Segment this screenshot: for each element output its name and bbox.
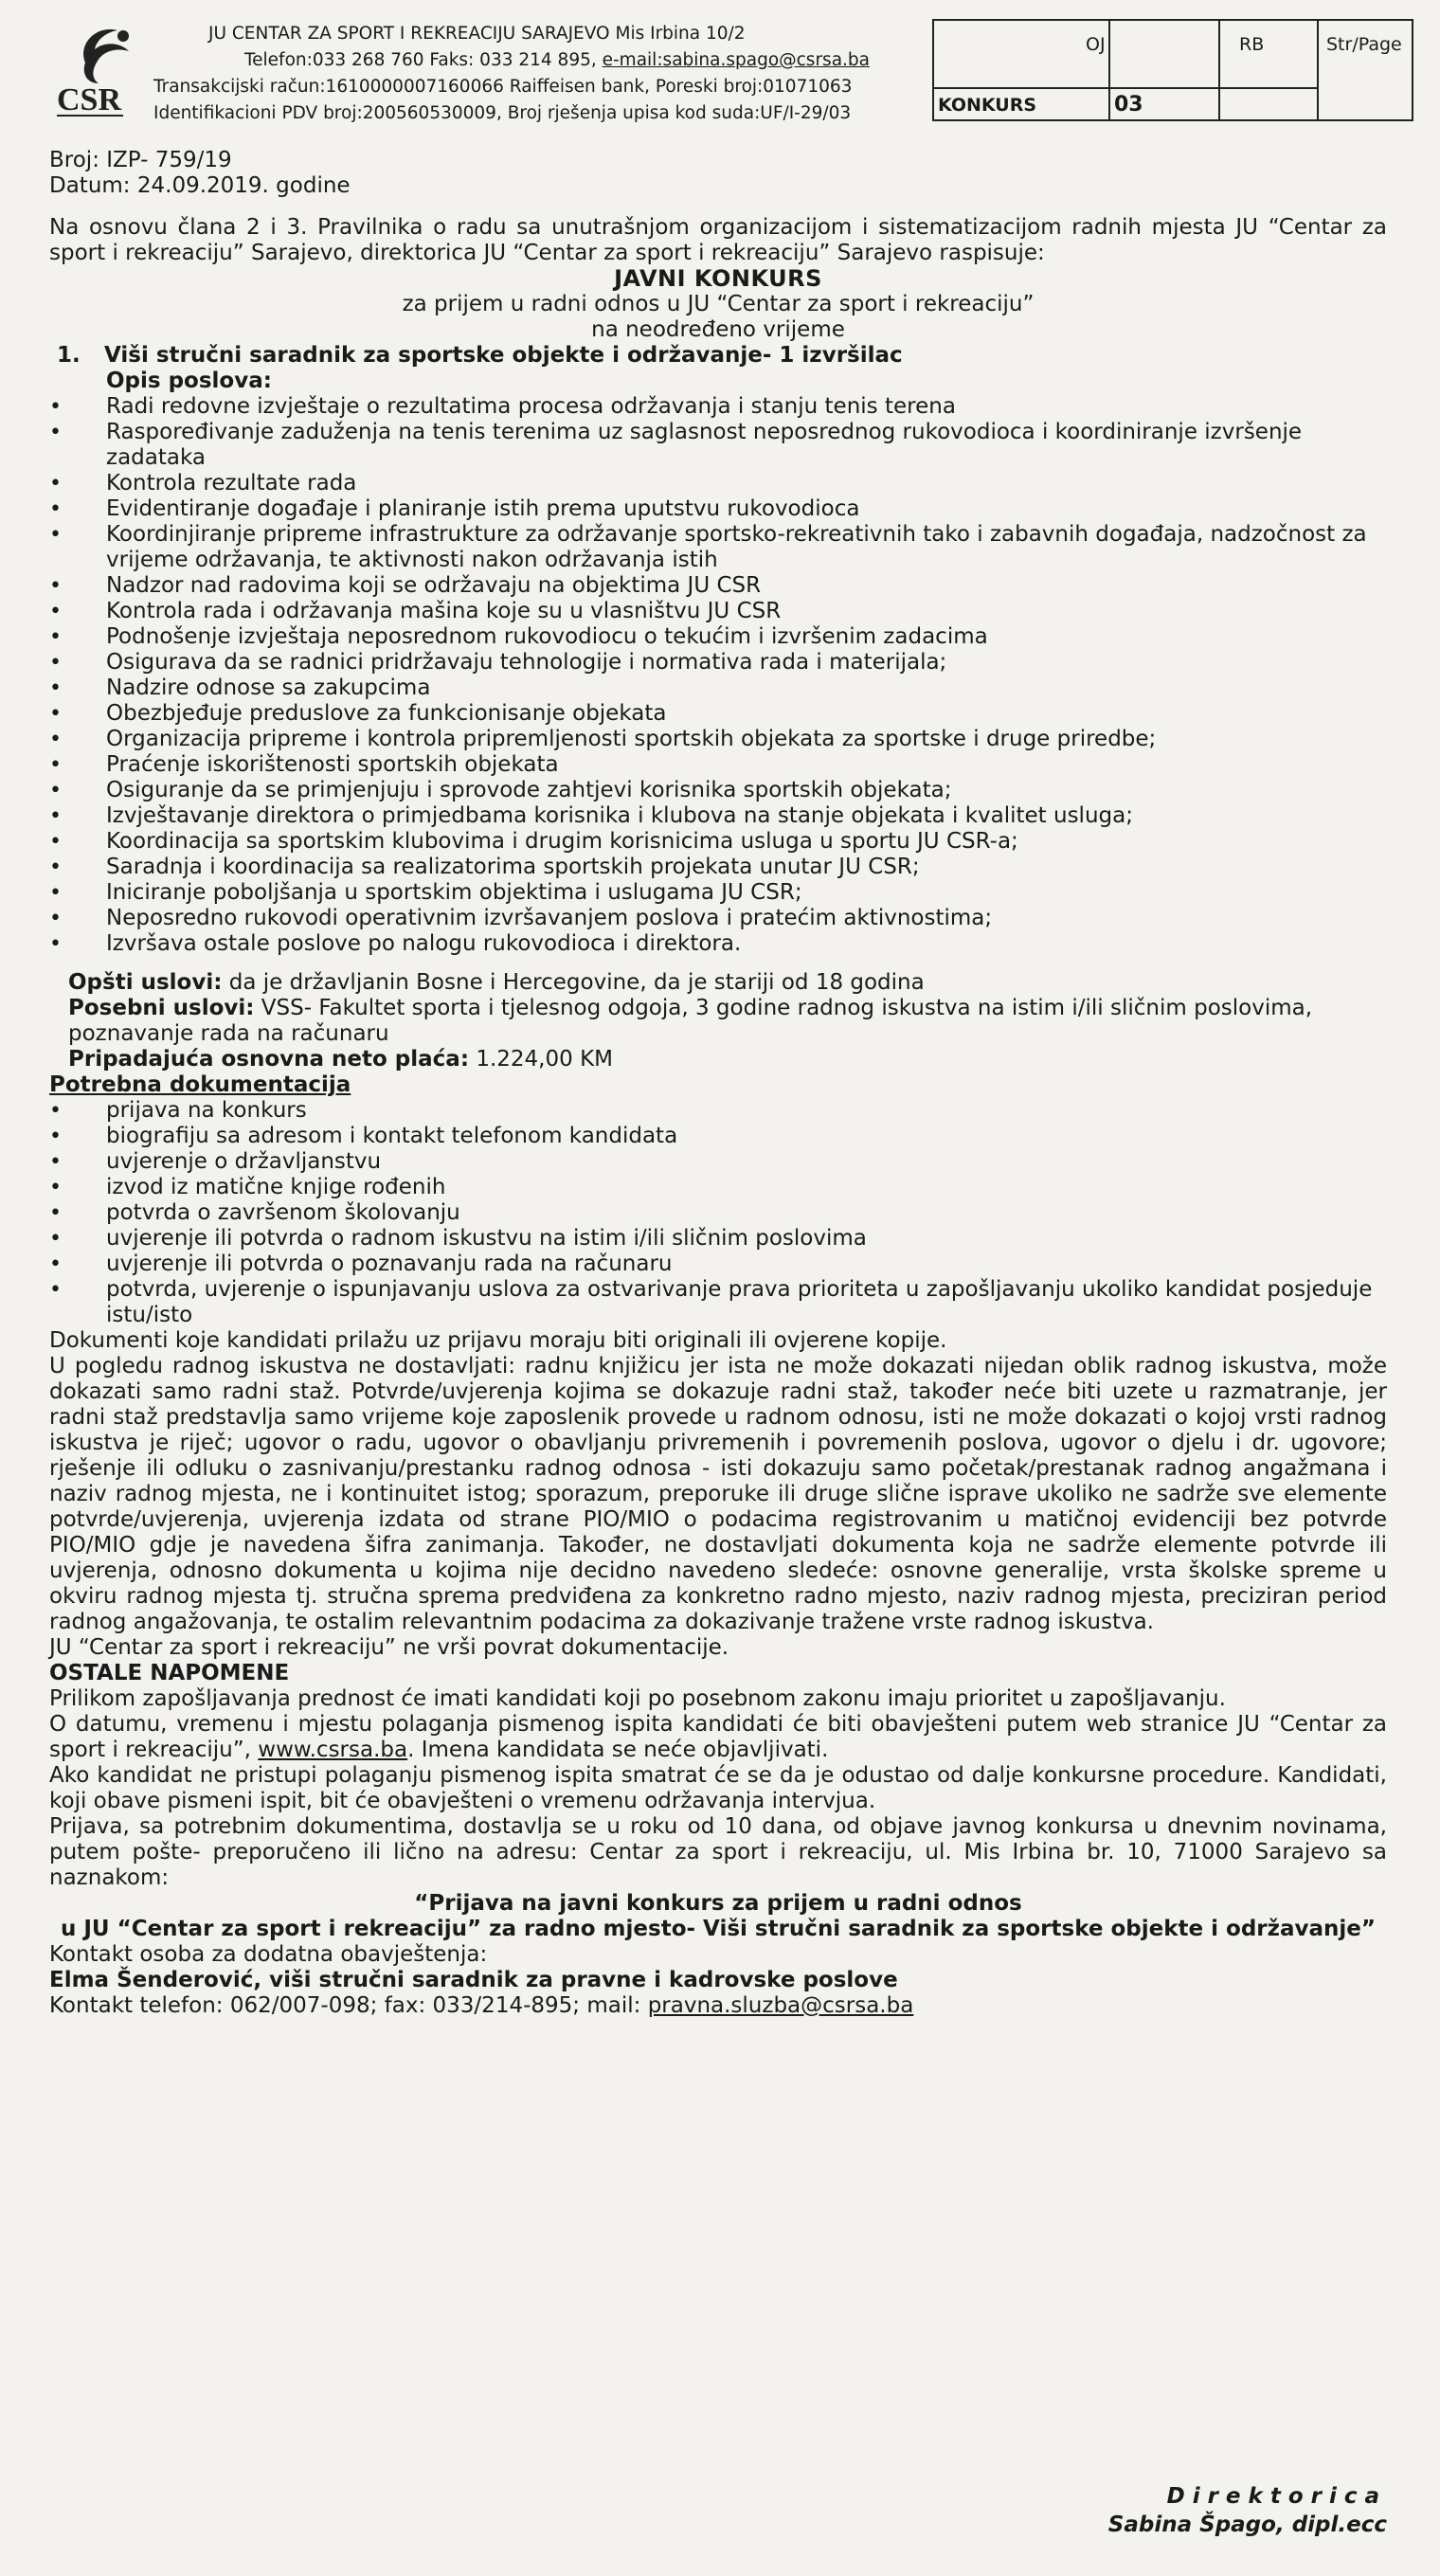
- rb-label: RB: [1239, 34, 1265, 55]
- duty-item: • Koordinjiranje pripreme infrastrukture za održavanje sportsko-rekreativnih tako i zabavnih događaja, nadzočnost za vrijeme održavanja, te aktivnosti nakon održavanja istih: [49, 522, 1387, 573]
- submission-label-1: “Prijava na javni konkurs za prijem u radni odnos: [414, 1891, 1022, 1916]
- submission-label-2: u JU “Centar za sport i rekreaciju” za radno mjesto- Viši stručni saradnik za sportske objekte i održavanje”: [60, 1917, 1377, 1941]
- announcement-title: JAVNI KONKURS: [614, 265, 822, 292]
- signature-title: Direktorica: [1166, 2484, 1387, 2509]
- documents-heading: Potrebna dokumentacija: [49, 1072, 351, 1097]
- org-contact: Telefon:033 268 760 Faks: 033 214 895, e-mail:sabina.spago@csrsa.ba: [244, 50, 870, 70]
- document-item: • uvjerenje ili potvrda o poznavanju rada na računaru: [49, 1252, 1387, 1277]
- org-email[interactable]: e-mail:sabina.spago@csrsa.ba: [602, 50, 870, 70]
- letterhead: [49, 13, 1402, 127]
- documents-note-1: Dokumenti koje kandidati prilažu uz prijavu moraju biti originali ili ovjerene kopije.: [49, 1328, 947, 1353]
- duty-item: • Raspoređivanje zaduženja na tenis terenima uz saglasnost neposrednog rukovodioca i koordiniranje izvršenje zadataka: [49, 420, 1387, 471]
- note-absence: Ako kandidat ne pristupi polaganju pismenog ispita smatrat će se da je odustao od dalje konkursne procedure. Kandidati, koji obave pismeni ispit, bit će obavješteni o vremenu održavanja intervjua.: [49, 1763, 1387, 1813]
- document-item: • uvjerenje ili potvrda o radnom iskustvu na istim i/ili sličnim poslovima: [49, 1226, 1387, 1252]
- note-submission: Prijava, sa potrebnim dokumentima, dostavlja se u roku od 10 dana, od objave javnog konkursa u dnevnim novinama, putem pošte- preporučeno ili lično na adresu: Centar za sport i rekreaciju, ul. Mis Irbina br. 10, 71000 Sarajevo sa naznakom:: [49, 1814, 1387, 1890]
- duty-item: • Izvršava ostale poslove po nalogu rukovodioca i direktora.: [49, 931, 1387, 957]
- org-name: JU CENTAR ZA SPORT I REKREACIJU SARAJEVO Mis Irbina 10/2: [208, 24, 746, 44]
- salary: Pripadajuća osnovna neto plaća: 1.224,00 KM: [68, 1047, 614, 1072]
- doc-number: Broj: IZP- 759/19: [49, 148, 232, 172]
- document-item: • potvrda, uvjerenje o ispunjavanju uslova za ostvarivanje prava prioriteta u zapošljavanju ukoliko kandidat posjeduje istu/isto: [49, 1277, 1387, 1328]
- duty-item: • Iniciranje poboljšanja u sportskim objektima i uslugama JU CSR;: [49, 880, 1387, 906]
- special-conditions: Posebni uslovi: VSS- Fakultet sporta i tjelesnog odgoja, 3 godine radnog iskustva na istim i/ili sličnim poslovima, poznavanje rada na računaru: [68, 996, 1313, 1046]
- duty-item: • Kontrola rezultate rada: [49, 471, 1387, 496]
- contact-person: Elma Šenderović, viši stručni saradnik za pravne i kadrovske poslove: [49, 1968, 898, 1992]
- document-item: • potvrda o završenom školovanju: [49, 1200, 1387, 1226]
- document-code-box: [932, 19, 1413, 121]
- konkurs-label: KONKURS: [934, 87, 1110, 121]
- letterhead-text: [153, 21, 949, 127]
- duty-item: • Obezbjeđuje preduslove za funkcionisanje objekata: [49, 701, 1387, 727]
- duties-list: [49, 394, 1387, 957]
- duty-item: • Nadzire odnose sa zakupcima: [49, 676, 1387, 701]
- general-conditions: Opšti uslovi: da je državljanin Bosne i Hercegovine, da je stariji od 18 godina: [68, 970, 925, 995]
- duty-item: • Koordinacija sa sportskim klubovima i drugim korisnicima usluga u sportu JU CSR-a;: [49, 829, 1387, 855]
- duty-item: • Evidentiranje događaje i planiranje istih prema uputstvu rukovodioca: [49, 496, 1387, 522]
- documents-note-3: JU “Centar za sport i rekreaciju” ne vrši povrat dokumentacije.: [49, 1635, 729, 1660]
- contact-label: Kontakt osoba za dodatna obavještenja:: [49, 1942, 488, 1967]
- duty-item: • Podnošenje izvještaja neposrednom rukovodiocu o tekućim i izvršenim zadacima: [49, 624, 1387, 650]
- document-item: • biografiju sa adresom i kontakt telefonom kandidata: [49, 1124, 1387, 1149]
- announcement-subtitle: za prijem u radni odnos u JU “Centar za sport i rekreaciju”: [402, 292, 1035, 316]
- org-bank: Transakcijski račun:1610000007160066 Raiffeisen bank, Poreski broj:01071063: [153, 77, 853, 97]
- duty-item: • Kontrola rada i održavanja mašina koje su u vlasništvu JU CSR: [49, 599, 1387, 624]
- contact-line: Kontakt telefon: 062/007-098; fax: 033/214-895; mail: pravna.sluzba@csrsa.ba: [49, 1993, 914, 2018]
- documents-note-2: U pogledu radnog iskustva ne dostavljati: radnu knjižicu jer ista ne može dokazati nijedan oblik radnog iskustva, može dokazati samo radni staž. Potvrde/uvjerenja kojima se dokazuje radni staž, također neće biti uzete u razmatranje, jer radni staž predstavlja samo vrijeme koje zaposlenik provede u radnom odnosu, isti ne može dokazati o kojoj vrsti radnog iskustva je riječ; ugovor o radu, ugovor o obavljanju privremenih i povremenih poslova, ugovor o djelu i dr. ugovore; rješenje ili odluku o zasnivanju/prestanku radnog odnosa - isti dokazuju samo početak/prestanak radnog angažmana i naziv radnog mjesta, ne i kontinuitet istog; sporazum, preporuke ili druge slične isprave ukoliko ne sadrže sve elemente potvrde/uvjerenja, uvjerenja izdata od strane PIO/MIO o podacima registrovanim u matičnoj evidenciji bez potvrde PIO/MIO gdje je navedena šifra zanimanja. Također, ne dostavljati dokumenta koja ne sadrže elemente potvrde ili uvjerenja, odnosno dokumenta u kojima nije decidno navedeno sledeće: osnovne generalije, vrsta školske spreme u okviru radnog mjesta tj. stručna sprema predviđena za konkretno radno mjesto, naziv radnog mjesta, preciziran period radnog angažovanja, te ostalim relevantnim podacima za dokazivanje tražene vrste radnog iskustva.: [49, 1354, 1387, 1634]
- duty-item: • Praćenje iskorištenosti sportskih objekata: [49, 752, 1387, 778]
- duties-heading: Opis poslova:: [106, 369, 272, 393]
- document-item: • prijava na konkurs: [49, 1098, 1387, 1124]
- csr-logo-icon: [49, 17, 153, 121]
- duty-item: • Izvještavanje direktora o primjedbama korisnika i klubova na stanje objekata i kvalitet usluga;: [49, 803, 1387, 829]
- duty-item: • Saradnja i koordinacija sa realizatorima sportskih projekata unutar JU CSR;: [49, 855, 1387, 880]
- note-priority: Prilikom zapošljavanja prednost će imati kandidati koji po posebnom zakonu imaju prioritet u zapošljavanju.: [49, 1686, 1226, 1711]
- position-heading: 1. Viši stručni saradnik za sportske objekte i održavanje- 1 izvršilac: [57, 343, 903, 368]
- document-body: [49, 148, 1387, 2019]
- documents-list: [49, 1098, 1387, 1328]
- duty-item: • Osiguranje da se primjenjuju i sprovode zahtjevi korisnika sportskih objekata;: [49, 778, 1387, 803]
- oj-label: OJ: [1086, 34, 1106, 55]
- document-item: • uvjerenje o državljanstvu: [49, 1149, 1387, 1175]
- intro-paragraph: Na osnovu člana 2 i 3. Pravilnika o radu sa unutrašnjom organizacijom i sistematizacijom radnih mjesta JU “Centar za sport i rekreaciju” Sarajevo, direktorica JU “Centar za sport i rekreaciju” Sarajevo raspisuje:: [49, 215, 1387, 265]
- duty-item: • Osiguravа da se radnici pridržavaju tehnologije i normativa rada i materijala;: [49, 650, 1387, 676]
- website-link[interactable]: www.csrsa.ba: [258, 1738, 408, 1762]
- duty-item: • Nadzor nad radovima koji se održavaju na objektima JU CSR: [49, 573, 1387, 599]
- svg-text:CSR: CSR: [57, 82, 122, 117]
- note-exam: O datumu, vremenu i mjestu polaganja pismenog ispita kandidati će biti obavješteni putem web stranice JU “Centar za sport i rekreaciju”, www.csrsa.ba. Imena kandidata se neće objavljivati.: [49, 1712, 1387, 1762]
- signature-name: Sabina Špago, dipl.ecc: [1107, 2513, 1387, 2537]
- org-vat: Identifikacioni PDV broj:200560530009, Broj rješenja upisa kod suda:UF/I-29/03: [153, 103, 852, 123]
- signature-block: [1108, 2482, 1387, 2539]
- announcement-term: na neodređeno vrijeme: [591, 317, 845, 342]
- conditions: [49, 970, 1387, 1072]
- duty-item: • Radi redovne izvještaje o rezultatima procesa održavanja i stanju tenis terena: [49, 394, 1387, 420]
- duty-item: • Organizacija pripreme i kontrola pripremljenosti sportskih objekata za sportske i druge priredbe;: [49, 727, 1387, 752]
- notes-heading: OSTALE NAPOMENE: [49, 1661, 290, 1685]
- contact-email-link[interactable]: pravna.sluzba@csrsa.ba: [647, 1993, 914, 2018]
- doc-meta: [49, 148, 1387, 199]
- page-label: Str/Page: [1326, 34, 1402, 55]
- duty-item: • Neposredno rukovodi operativnim izvršavanjem poslova i pratećim aktivnostima;: [49, 906, 1387, 931]
- doc-date: Datum: 24.09.2019. godine: [49, 173, 351, 198]
- csr-logo: [49, 17, 153, 121]
- document-item: • izvod iz matične knjige rođenih: [49, 1175, 1387, 1200]
- konkurs-code: 03: [1110, 87, 1220, 121]
